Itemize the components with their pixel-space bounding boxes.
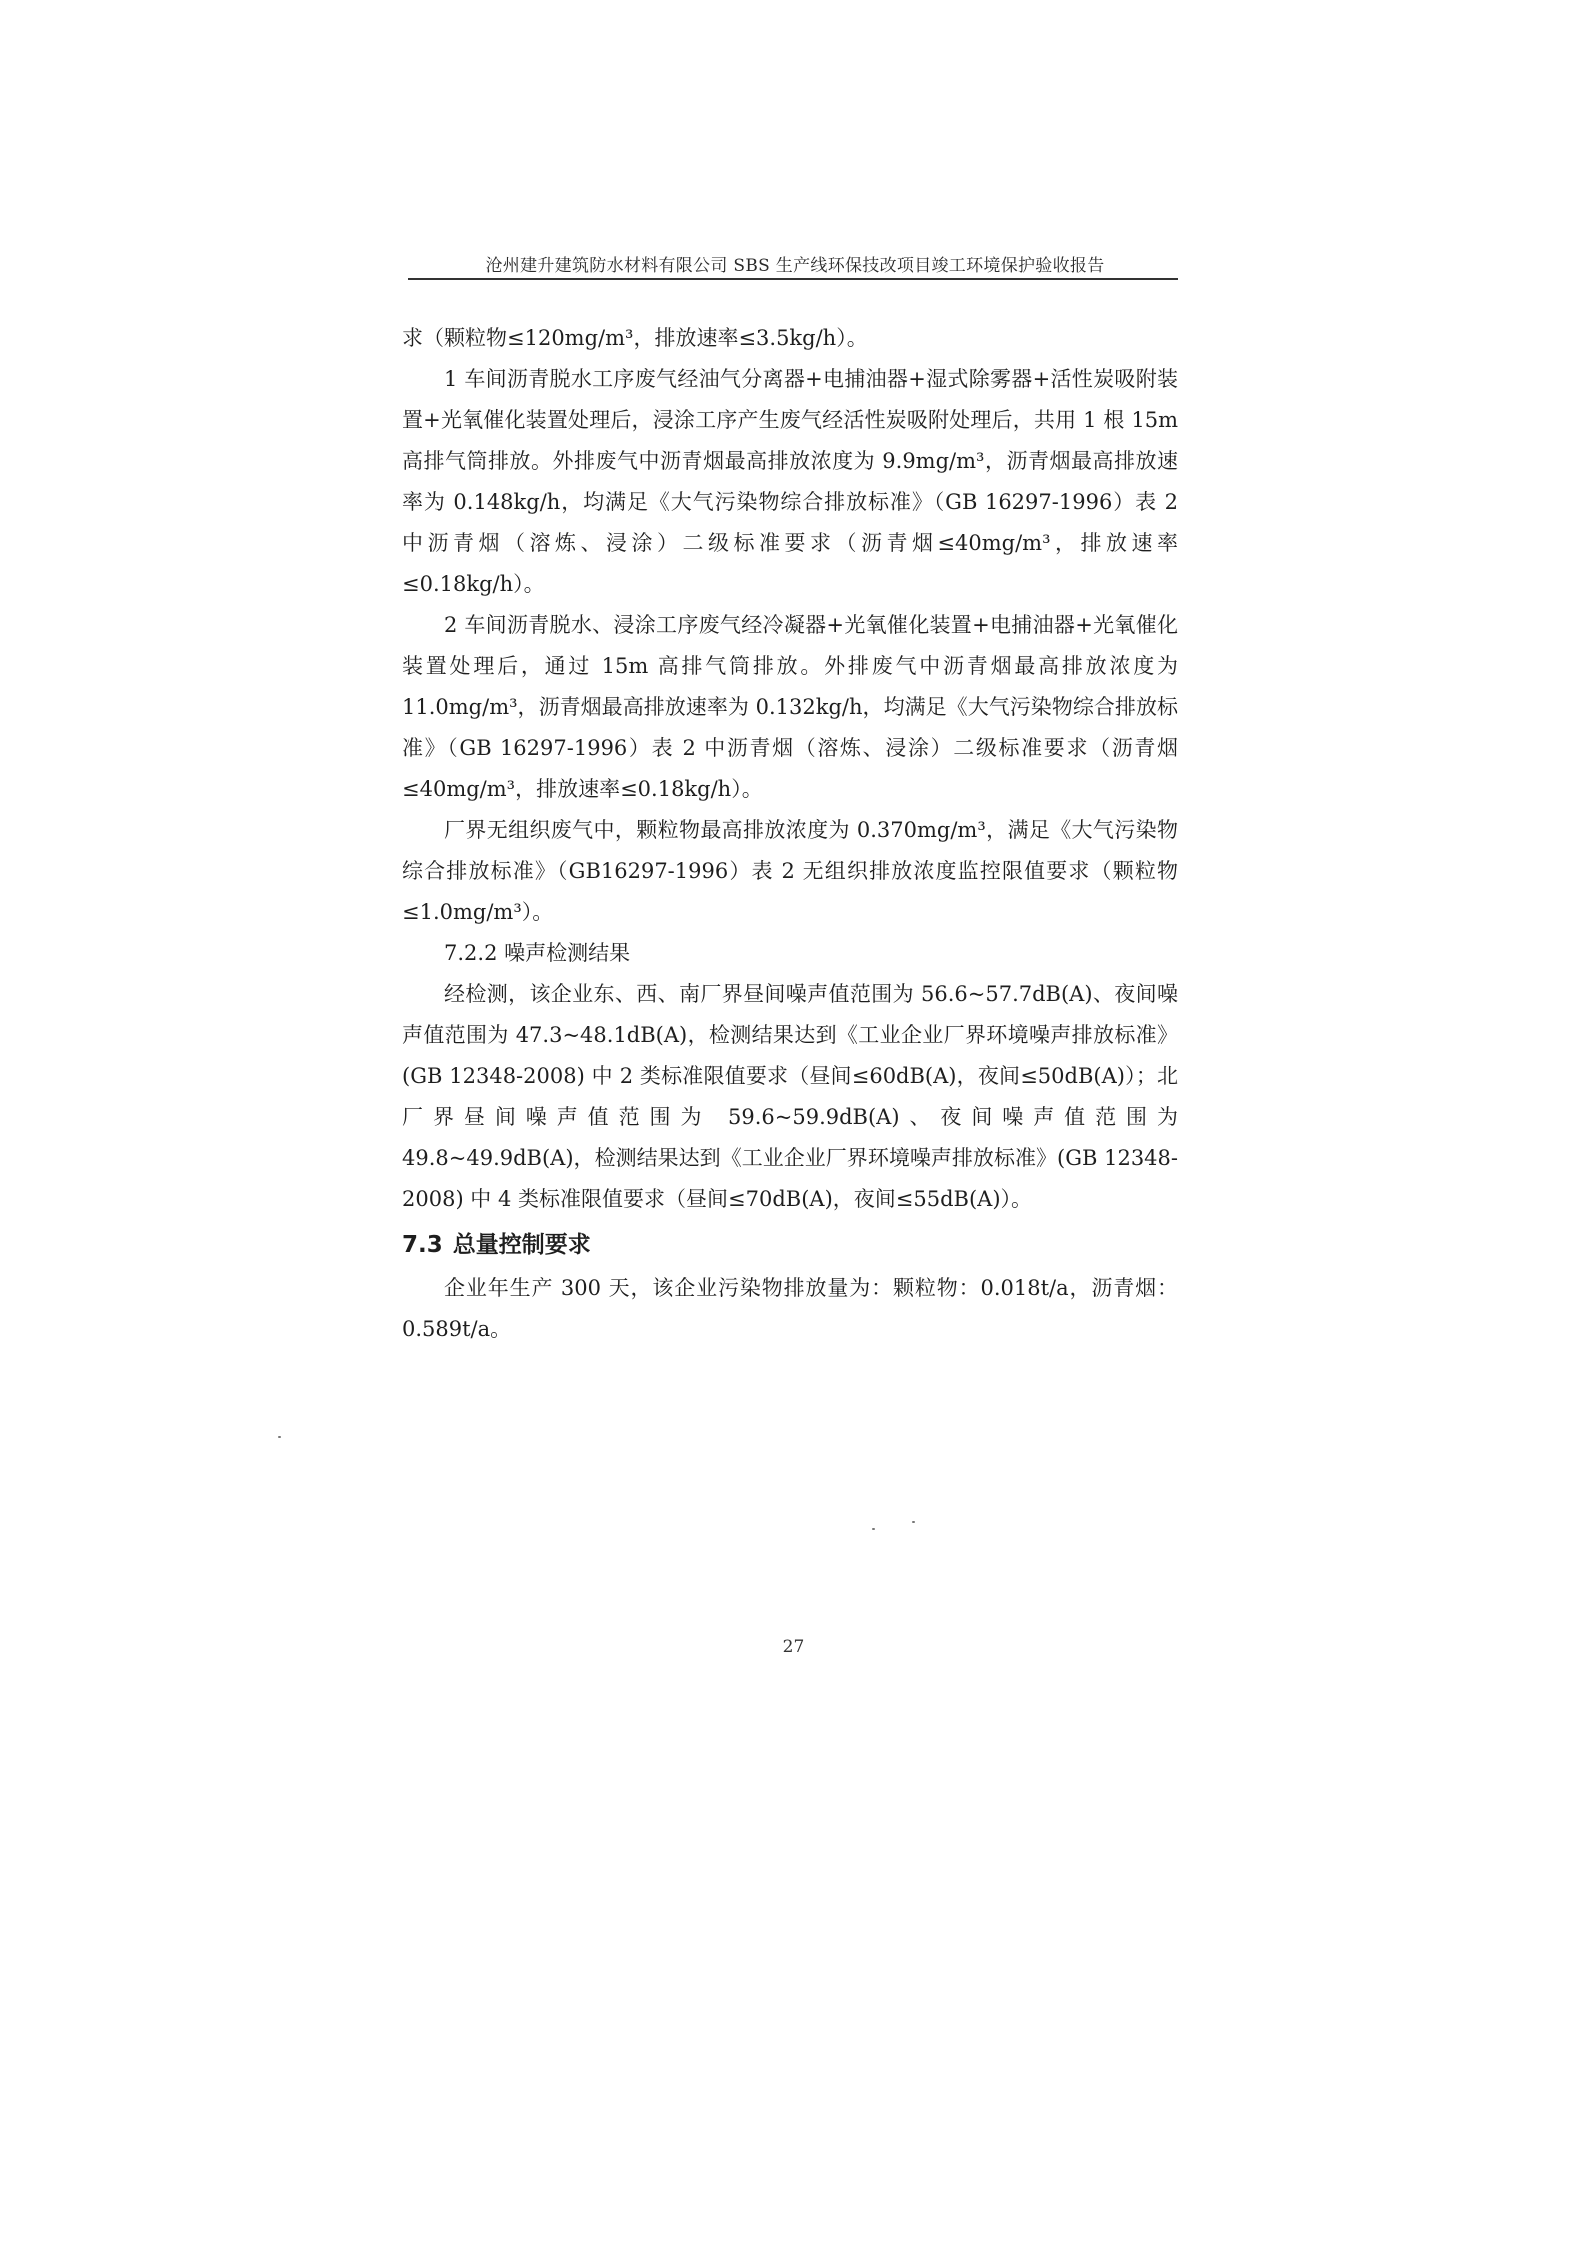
paragraph-total-control: 企业年生产 300 天，该企业污染物排放量为：颗粒物：0.018t/a，沥青烟：0.589t/a。 [402,1276,1178,1341]
section-number: 7.3 [402,1232,443,1258]
paragraph-fugitive-emission: 厂界无组织废气中，颗粒物最高排放浓度为 0.370mg/m³，满足《大气污染物综合排放标准》（GB16297-1996）表 2 无组织排放浓度监控限值要求（颗粒物≤1.0mg/m³）。 [402,818,1178,924]
section-heading-7-3 [402,1222,1178,1268]
header-rule [408,278,1178,280]
running-header-title: 沧州建升建筑防水材料有限公司 SBS 生产线环保技改项目竣工环境保护验收报告 [485,256,1105,276]
section-title: 总量控制要求 [452,1232,591,1258]
paragraph-noise-results: 经检测，该企业东、西、南厂界昼间噪声值范围为 56.6~57.7dB(A)、夜间噪声值范围为 47.3~48.1dB(A)，检测结果达到《工业企业厂界环境噪声排放标准》(GB 12348-2008) 中 2 类标准限值要求（昼间≤60dB(A)，夜间≤50dB(A)）；北厂界昼间噪声值范围为 59.6~59.9dB(A)、夜间噪声值范围为 49.8~49.9dB(A)，检测结果达到《工业企业厂界环境噪声排放标准》(GB 12348-2008) 中 4 类标准限值要求（昼间≤70dB(A)，夜间≤55dB(A)）。 [402,982,1178,1211]
scan-speck [278,1436,281,1438]
scan-speck [912,1521,915,1523]
paragraph-continuation: 求（颗粒物≤120mg/m³，排放速率≤3.5kg/h）。 [402,326,868,350]
page-number: 27 [782,1637,805,1657]
scan-speck [872,1528,875,1530]
paragraph-workshop-1: 1 车间沥青脱水工序废气经油气分离器+电捕油器+湿式除雾器+活性炭吸附装置+光氧催化装置处理后，浸涂工序产生废气经活性炭吸附处理后，共用 1 根 15m 高排气筒排放。外排废气中沥青烟最高排放浓度为 9.9mg/m³，沥青烟最高排放速率为 0.148kg/h，均满足《大气污染物综合排放标准》（GB 16297-1996）表 2 中沥青烟（溶炼、浸涂）二级标准要求（沥青烟≤40mg/m³，排放速率≤0.18kg/h）。 [402,367,1178,596]
page-body [402,318,1178,1350]
paragraph-workshop-2: 2 车间沥青脱水、浸涂工序废气经冷凝器+光氧催化装置+电捕油器+光氧催化装置处理后，通过 15m 高排气筒排放。外排废气中沥青烟最高排放浓度为 11.0mg/m³，沥青烟最高排放速率为 0.132kg/h，均满足《大气污染物综合排放标准》（GB 16297-1996）表 2 中沥青烟（溶炼、浸涂）二级标准要求（沥青烟≤40mg/m³，排放速率≤0.18kg/h）。 [402,613,1178,801]
subsection-heading-noise: 7.2.2 噪声检测结果 [444,941,631,965]
